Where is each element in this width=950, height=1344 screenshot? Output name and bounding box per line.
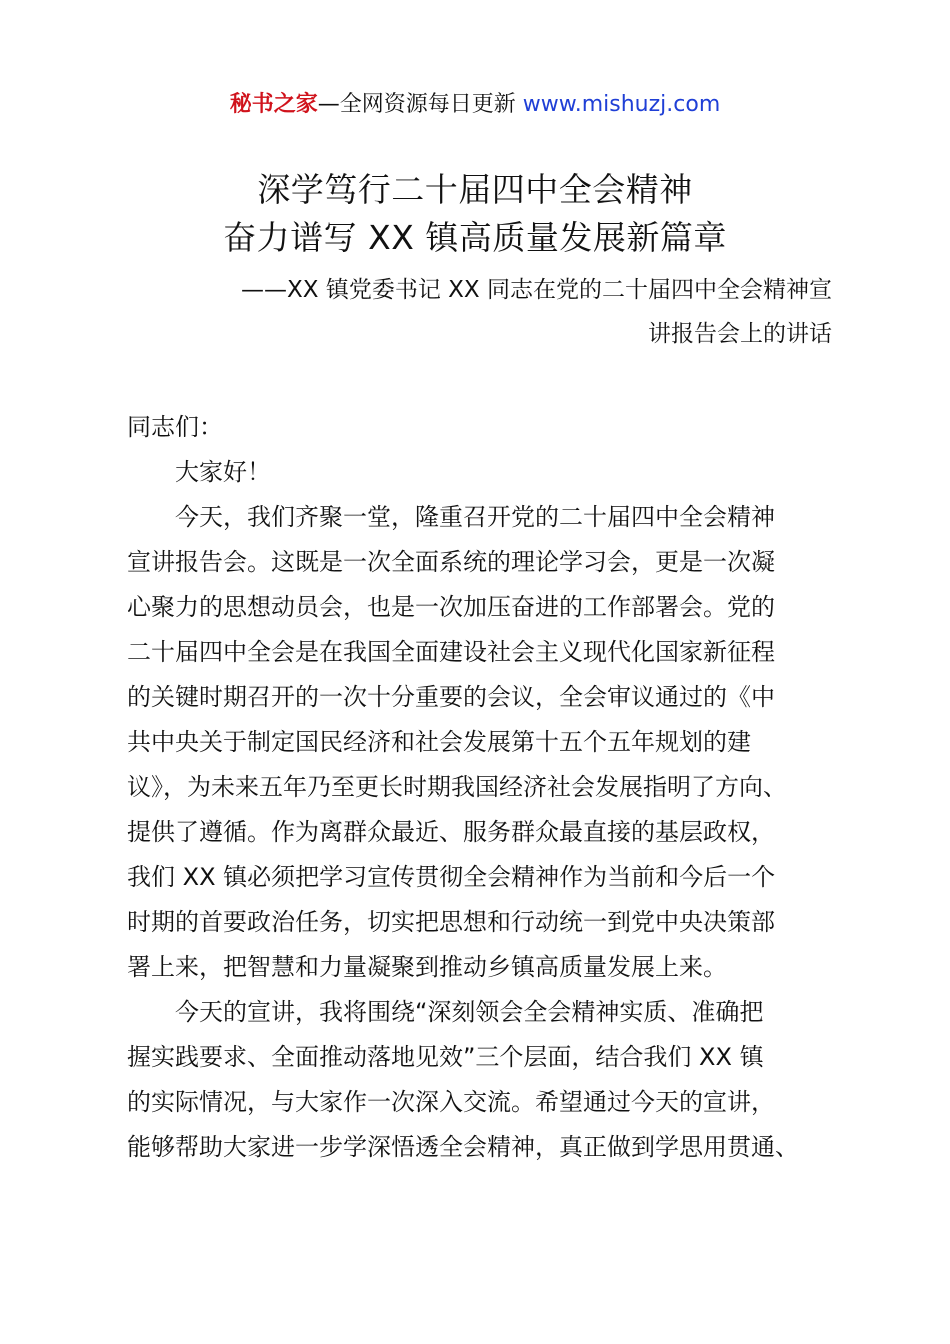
paragraph-2: [127, 990, 833, 1170]
document-subtitle-line-1: ——XX 镇党委书记 XX 同志在党的二十届四中全会精神宣: [241, 277, 832, 303]
paragraph-line: 的关键时期召开的一次十分重要的会议，全会审议通过的《中: [127, 683, 775, 711]
paragraph-line: 宣讲报告会。这既是一次全面系统的理论学习会，更是一次凝: [127, 548, 775, 576]
document-title-line-1: 深学笃行二十届四中全会精神: [257, 170, 693, 209]
document-subtitle-line-2: 讲报告会上的讲话: [648, 321, 832, 347]
paragraph-line: 能够帮助大家进一步学深悟透全会精神，真正做到学思用贯通、: [127, 1133, 799, 1161]
salutation: 同志们：: [127, 413, 223, 441]
paragraph-line: 的实际情况，与大家作一次深入交流。希望通过今天的宣讲，: [127, 1088, 775, 1116]
document-title-line-2: 奋力谱写 XX 镇高质量发展新篇章: [223, 218, 727, 257]
header-tagline: —全网资源每日更新: [317, 92, 516, 117]
paragraph-line: 我们 XX 镇必须把学习宣传贯彻全会精神作为当前和今后一个: [127, 863, 776, 891]
paragraph-line: 署上来，把智慧和力量凝聚到推动乡镇高质量发展上来。: [127, 953, 727, 981]
paragraph-1: [127, 495, 833, 990]
paragraph-line: 时期的首要政治任务，切实把思想和行动统一到党中央决策部: [127, 908, 775, 936]
paragraph-line: 提供了遵循。作为离群众最近、服务群众最直接的基层政权，: [127, 818, 775, 846]
paragraph-line: 共中央关于制定国民经济和社会发展第十五个五年规划的建: [127, 728, 751, 756]
greeting: 大家好！: [175, 458, 271, 486]
paragraph-line: 今天，我们齐聚一堂，隆重召开党的二十届四中全会精神: [175, 503, 775, 531]
paragraph-line: 握实践要求、全面推动落地见效”三个层面，结合我们 XX 镇: [127, 1043, 764, 1071]
paragraph-line: 今天的宣讲，我将围绕“深刻领会全会精神实质、准确把: [175, 998, 764, 1026]
paragraph-line: 心聚力的思想动员会，也是一次加压奋进的工作部署会。党的: [127, 593, 775, 621]
paragraph-line: 二十届四中全会是在我国全面建设社会主义现代化国家新征程: [127, 638, 775, 666]
speech-body: [127, 450, 833, 1170]
brand-name: 秘书之家: [229, 92, 318, 117]
paragraph-line: 议》，为未来五年乃至更长时期我国经济社会发展指明了方向、: [127, 773, 787, 801]
site-url-link[interactable]: www.mishuzj.com: [522, 92, 721, 117]
site-header: [0, 88, 950, 122]
